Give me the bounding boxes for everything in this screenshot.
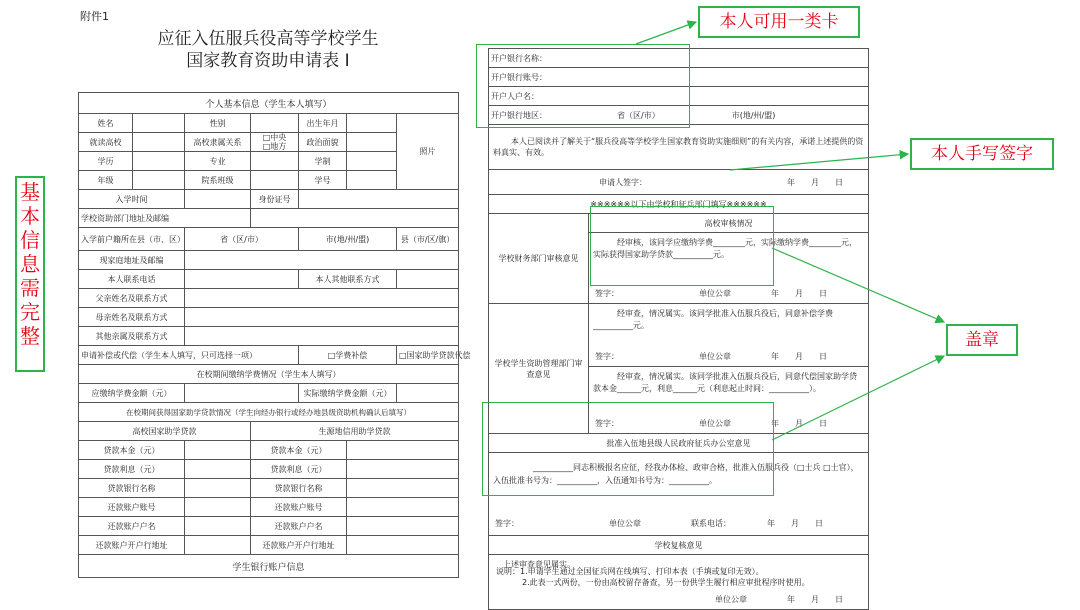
army-date: 年 月 日 (767, 519, 823, 528)
label-aid-addr: 学校资助部门地址及邮编 (79, 209, 251, 228)
section-school-army: ※※※※※※以下由学校和征兵部门填写※※※※※※ (489, 195, 869, 214)
label-enroll: 入学时间 (79, 190, 185, 209)
recheck-seal-label: 单位公章 (715, 595, 747, 604)
label-apply: 申请补偿或代偿（学生本人填写，只可选择一项） (79, 346, 299, 365)
label-bank-acct: 开户银行账号： (489, 68, 869, 87)
label-grade: 年级 (79, 171, 133, 190)
army-seal-label: 单位公章 (609, 519, 641, 528)
label-acct-holder: 开户人户名： (489, 87, 869, 106)
label-bank-region: 开户银行地区： (491, 110, 547, 120)
section-loan: 在校期间获得国家助学贷款情况（学生向经办银行或经办地县级资助机构确认后填写） (79, 403, 459, 422)
label-major: 专业 (185, 152, 251, 171)
label-interest-1: 贷款利息（元） (79, 460, 185, 479)
label-political: 政治面貌 (299, 133, 347, 152)
label-name: 姓名 (79, 114, 133, 133)
callout-signature: 本人手写签字 (910, 138, 1054, 170)
section-tuition: 在校期间缴纳学费情况（学生本人填写） (79, 365, 459, 384)
army-sign-label: 签字： (495, 519, 519, 528)
section-basic-info: 个人基本信息（学生本人填写） (79, 93, 459, 114)
label-prov: 省（区/市） (185, 228, 299, 251)
label-student-no: 学号 (299, 171, 347, 190)
aid-date-1: 年 月 日 (771, 352, 827, 361)
label-system: 学制 (299, 152, 347, 171)
army-title: 批准入伍地县级人民政府征兵办公室意见 (489, 434, 869, 453)
label-applicant-sign: 申请人签字： (599, 177, 647, 187)
label-region-prov: 省（区/市） (617, 110, 660, 120)
aid-date-2: 年 月 日 (771, 419, 827, 428)
label-other-contact: 本人其他联系方式 (299, 270, 397, 289)
aid-sign-label-2: 签字： (595, 419, 619, 428)
label-gender: 性别 (185, 114, 251, 133)
label-school: 就读高校 (79, 133, 133, 152)
recheck-date: 年 月 日 (787, 595, 843, 604)
label-bank-1: 贷款银行名称 (79, 479, 185, 498)
label-city: 市(地/州/盟) (299, 228, 397, 251)
label-finance-dept: 学校财务部门审核意见 (489, 214, 589, 304)
finance-text: 经审核，该同学应缴纳学费________元，实际缴纳学费________元，实际获得国家助学贷款__________元。 (593, 238, 857, 259)
aid-text-1: 经审查，情况属实。该同学批准入伍服兵役后，同意补偿学费__________元。 (593, 309, 833, 330)
label-affil: 高校隶属关系 (185, 133, 251, 152)
label-region-city: 市(地/州/盟) (731, 110, 776, 120)
statement-text: 本人已阅读并了解关于“服兵役高等学校学生国家教育资助实施细则”的有关内容，承诺上述提供的资料真实、有效。 (489, 125, 869, 170)
label-payable: 应缴纳学费金额（元） (79, 384, 185, 403)
label-education: 学历 (79, 152, 133, 171)
checkbox-local[interactable]: □地方 (262, 142, 287, 151)
recheck-text: 上述审查意见属实。 (503, 560, 575, 569)
label-loan-campus: 高校国家助学贷款 (79, 422, 251, 441)
label-bank-2: 贷款银行名称 (251, 479, 347, 498)
attachment-label: 附件1 (80, 10, 109, 23)
callout-stamp: 盖章 (946, 324, 1018, 356)
label-interest-2: 贷款利息（元） (251, 460, 347, 479)
label-repay-acct-2: 还款账户账号 (251, 498, 347, 517)
army-contact-label: 联系电话： (691, 519, 731, 528)
callout-card: 本人可用一类卡 (698, 6, 860, 38)
label-mother: 母亲姓名及联系方式 (79, 308, 185, 327)
label-repay-bank-2: 还款账户开户行地址 (251, 536, 347, 555)
label-dept: 院系班级 (185, 171, 251, 190)
finance-seal-label: 单位公章 (699, 289, 731, 298)
label-phone: 本人联系电话 (79, 270, 185, 289)
finance-date: 年 月 日 (771, 289, 827, 298)
label-repay-name-2: 还款账户户名 (251, 517, 347, 536)
form-title-line2: 国家教育资助申请表 I (186, 51, 350, 71)
aid-seal-label-2: 单位公章 (699, 419, 731, 428)
applicant-date: 年 月 日 (787, 177, 843, 187)
aid-seal-label-1: 单位公章 (699, 352, 731, 361)
army-text: __________同志积极报名应征，经我办体检、政审合格，批准入伍服兵役（□士兵 □士官），入伍批准书号为：__________，入伍通知书号为：__________。 (493, 463, 859, 485)
photo-box: 照片 (397, 114, 459, 190)
option-tuition-compensation[interactable]: □学费补偿 (299, 346, 397, 365)
recheck-title: 学校复核意见 (489, 536, 869, 555)
aid-sign-label-1: 签字： (595, 352, 619, 361)
label-aid-dept: 学校学生资助管理部门审查意见 (489, 304, 589, 434)
label-repay-bank-1: 还款账户开户行地址 (79, 536, 185, 555)
label-bank-name: 开户银行名称： (489, 49, 869, 68)
label-principal-1: 贷款本金（元） (79, 441, 185, 460)
label-repay-name-1: 还款账户户名 (79, 517, 185, 536)
checkbox-central[interactable]: □中央 (262, 133, 287, 142)
form-title-line1: 应征入伍服兵役高等学校学生 (157, 29, 379, 49)
label-father: 父亲姓名及联系方式 (79, 289, 185, 308)
label-loan-origin: 生源地信用助学贷款 (251, 422, 459, 441)
note-2: 2.此表一式两份，一份由高校留存备查，另一份供学生履行相应审批程序时使用。 (522, 578, 810, 587)
label-actual: 实际缴纳学费金额（元） (299, 384, 397, 403)
label-repay-acct-1: 还款账户账号 (79, 498, 185, 517)
audit-title: 高校审核情况 (589, 214, 869, 233)
section-student-bank: 学生银行账户信息 (79, 555, 459, 578)
label-birth: 出生年月 (299, 114, 347, 133)
label-principal-2: 贷款本金（元） (251, 441, 347, 460)
note-1: 说明：1.申请学生通过全国征兵网在线填写、打印本表（手填或复印无效）。 (496, 567, 764, 576)
label-home-addr: 现家庭地址及邮编 (79, 251, 185, 270)
option-loan-repayment[interactable]: □国家助学贷款代偿 (397, 346, 459, 365)
finance-sign-label: 签字： (595, 289, 619, 298)
label-relative: 其他亲属及联系方式 (79, 327, 185, 346)
label-county: 县（市/区/旗） (397, 228, 459, 251)
callout-basic-info: 基本信息需完整 (15, 176, 45, 372)
label-id-no: 身份证号 (251, 190, 299, 209)
aid-text-2: 经审查，情况属实。该同学批准入伍服兵役后，同意代偿国家助学贷款本金______元，利息______元（利息起止时间：__________）。 (593, 372, 857, 393)
label-hukou: 入学前户籍所在县（市、区） (79, 228, 185, 251)
